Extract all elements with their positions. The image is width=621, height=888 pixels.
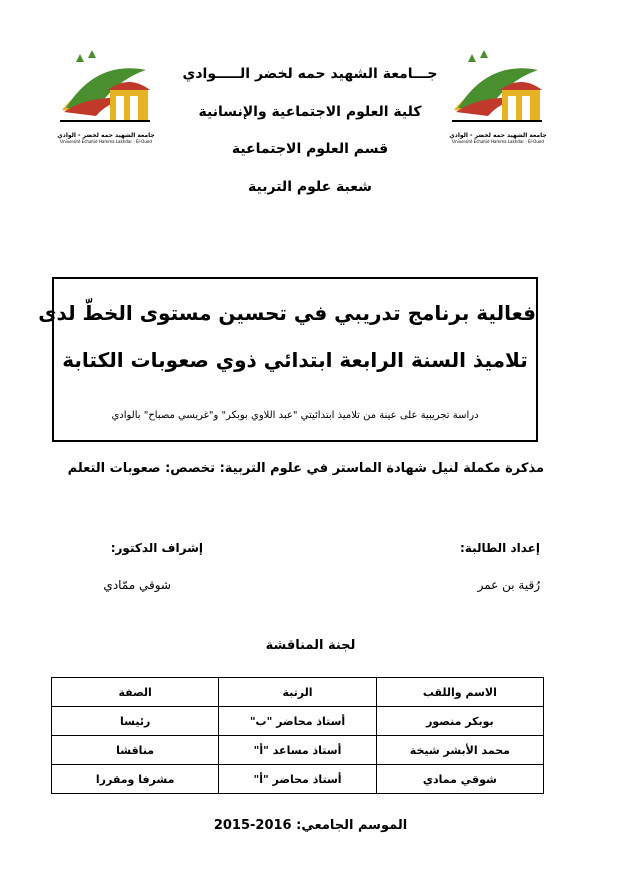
member-name: شوقي ممادي bbox=[376, 765, 543, 794]
column-header-role: الصفة bbox=[52, 678, 219, 707]
department-name: قسم العلوم الاجتماعية bbox=[231, 141, 389, 157]
university-name: جـــامعة الشهيد حمه لخضر الـــــوادي bbox=[182, 66, 438, 82]
faculty-name: كلية العلوم الاجتماعية والإنسانية bbox=[198, 104, 422, 120]
member-rank: أستاذ محاضر "أ" bbox=[219, 765, 376, 794]
academic-year-label: الموسم الجامعي: bbox=[296, 818, 408, 833]
table-row bbox=[52, 736, 544, 765]
branch-name: شعبة علوم التربية bbox=[248, 179, 372, 195]
table-row bbox=[52, 707, 544, 736]
logo-caption-fr: Université Echahid Hamma Lakhdar - El-Oued bbox=[60, 139, 152, 144]
logo-caption-ar: جامعة الشهيد حمه لخضر - الوادي bbox=[449, 132, 547, 139]
member-rank: أستاذ محاضر "ب" bbox=[219, 707, 376, 736]
supervisor-name: شوقي ممّادي bbox=[103, 578, 171, 592]
university-logo-right bbox=[448, 50, 548, 146]
university-logo-left bbox=[56, 50, 156, 146]
supervisor-label: إشراف الدكتور: bbox=[110, 541, 203, 555]
thesis-title-box bbox=[38, 277, 538, 442]
member-role: مناقشا bbox=[52, 736, 219, 765]
committee-title: لجنة المناقشة bbox=[265, 638, 356, 653]
thesis-title-line-1: فعالية برنامج تدريبي في تحسين مستوى الخطّ لدى bbox=[38, 301, 536, 325]
thesis-subtitle: دراسة تجريبية على عينة من تلاميذ ابتدائيتي "عبد اللاوي بوبكر" و"غريسي مصباح" بالوادي bbox=[111, 410, 479, 421]
member-name: بوبكر منصور bbox=[376, 707, 543, 736]
university-emblem-icon bbox=[448, 50, 546, 132]
column-header-rank: الرتبة bbox=[219, 678, 376, 707]
member-role: مشرفا ومقررا bbox=[52, 765, 219, 794]
student-name: رُقية بن عمر bbox=[477, 578, 540, 592]
academic-year bbox=[0, 818, 621, 833]
member-rank: أستاذ مساعد "أ" bbox=[219, 736, 376, 765]
academic-year-value: 2015-2016 bbox=[213, 818, 292, 833]
logo-caption-fr: Université Echahid Hamma Lakhdar - El-Oued bbox=[452, 139, 544, 144]
university-emblem-icon bbox=[56, 50, 154, 132]
member-name: محمد الأبشر شيخة bbox=[376, 736, 543, 765]
committee-table bbox=[51, 677, 544, 794]
thesis-degree-note: مذكرة مكملة لنيل شهادة الماستر في علوم التربية: تخصص: صعوبات التعلم bbox=[67, 461, 544, 476]
table-header-row bbox=[52, 678, 544, 707]
student-label: إعداد الطالبة: bbox=[460, 541, 540, 555]
thesis-title-line-2: تلاميذ السنة الرابعة ابتدائي ذوي صعوبات الكتابة bbox=[62, 348, 528, 372]
table-row bbox=[52, 765, 544, 794]
column-header-name: الاسم واللقب bbox=[376, 678, 543, 707]
logo-caption-ar: جامعة الشهيد حمه لخضر - الوادي bbox=[57, 132, 155, 139]
member-role: رئيسا bbox=[52, 707, 219, 736]
